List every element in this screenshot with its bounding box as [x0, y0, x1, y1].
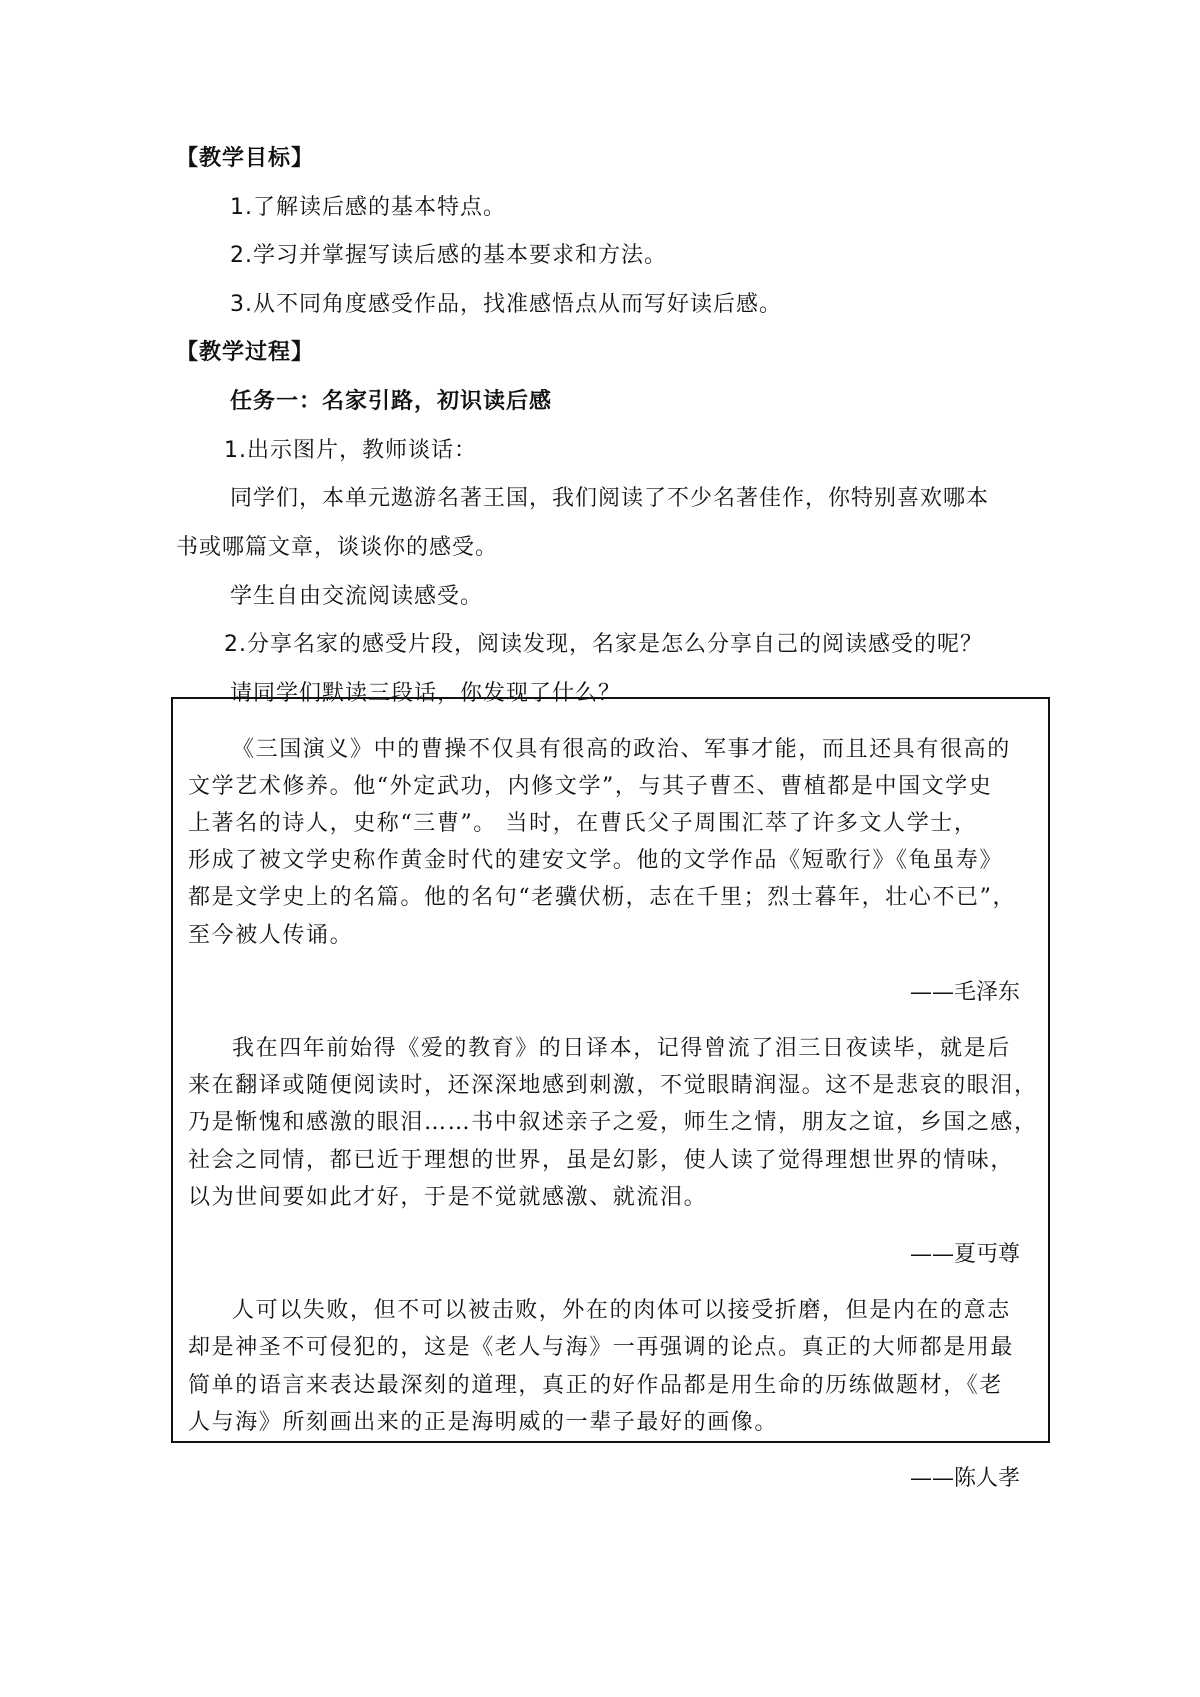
heading-process: 【教学过程】: [176, 340, 315, 365]
task1-step2: 2.分享名家的感受片段，阅读发现，名家是怎么分享自己的阅读感受的呢？: [224, 632, 983, 657]
quote-line: 简单的语言来表达最深刻的道理，真正的好作品都是用生命的历练做题材，《老: [188, 1373, 1004, 1398]
quote-line: 我在四年前始得《爱的教育》的日译本，记得曾流了泪三日夜读毕，就是后: [232, 1036, 1011, 1061]
quote-line: 以为世间要如此才好，于是不觉就感激、就流泪。: [188, 1185, 708, 1210]
quote-line: 文学艺术修养。他“外定武功，内修文学”，与其子曹丕、曹植都是中国文学史: [188, 774, 993, 799]
task1-title: 任务一：名家引路，初识读后感: [230, 389, 553, 414]
quote-line: 人与海》所刻画出来的正是海明威的一辈子最好的画像。: [188, 1410, 779, 1435]
quote-line: 乃是惭愧和感激的眼泪……书中叙述亲子之爱，师生之情，朋友之谊，乡国之感，: [188, 1110, 1038, 1135]
task1-prompt: 请同学们默读三段话，你发现了什么？: [230, 681, 622, 706]
quote-line: 人可以失败，但不可以被击败，外在的肉体可以接受折磨，但是内在的意志: [232, 1298, 1011, 1323]
heading-goals: 【教学目标】: [176, 146, 315, 171]
quote-author: ——毛泽东: [909, 980, 1020, 1005]
quote-line: 《三国演义》中的曹操不仅具有很高的政治、军事才能，而且还具有很高的: [232, 737, 1011, 762]
quote-line: 至今被人传诵。: [188, 923, 354, 948]
quote-line: 形成了被文学史称作黄金时代的建安文学。他的文学作品《短歌行》《龟虽寿》: [188, 848, 1004, 873]
goal-item: 2.学习并掌握写读后感的基本要求和方法。: [230, 243, 667, 268]
task1-step1: 1.出示图片，教师谈话：: [224, 438, 477, 463]
quote-line: 上著名的诗人，史称“三曹”。 当时，在曹氏父子周围汇萃了许多文人学士，: [188, 811, 978, 836]
quote-line: 来在翻译或随便阅读时，还深深地感到刺激，不觉眼睛润湿。这不是悲哀的眼泪，: [188, 1073, 1038, 1098]
task1-student: 学生自由交流阅读感受。: [230, 584, 484, 609]
goal-item: 1.了解读后感的基本特点。: [230, 195, 506, 220]
quote-line: 都是文学史上的名篇。他的名句“老骥伏枥，志在千里；烈士暮年，壮心不已”，: [188, 885, 1017, 910]
task1-talk: 书或哪篇文章，谈谈你的感受。: [176, 535, 499, 560]
goal-item: 3.从不同角度感受作品，找准感悟点从而写好读后感。: [230, 292, 782, 317]
quote-author: ——陈人孝: [909, 1466, 1020, 1491]
task1-talk: 同学们，本单元遨游名著王国，我们阅读了不少名著佳作，你特别喜欢哪本: [230, 486, 990, 511]
quote-author: ——夏丏尊: [909, 1242, 1020, 1267]
quote-line: 却是神圣不可侵犯的，这是《老人与海》一再强调的论点。真正的大师都是用最: [188, 1335, 1015, 1360]
quote-line: 社会之同情，都已近于理想的世界，虽是幻影，使人读了觉得理想世界的情味，: [188, 1148, 1015, 1173]
